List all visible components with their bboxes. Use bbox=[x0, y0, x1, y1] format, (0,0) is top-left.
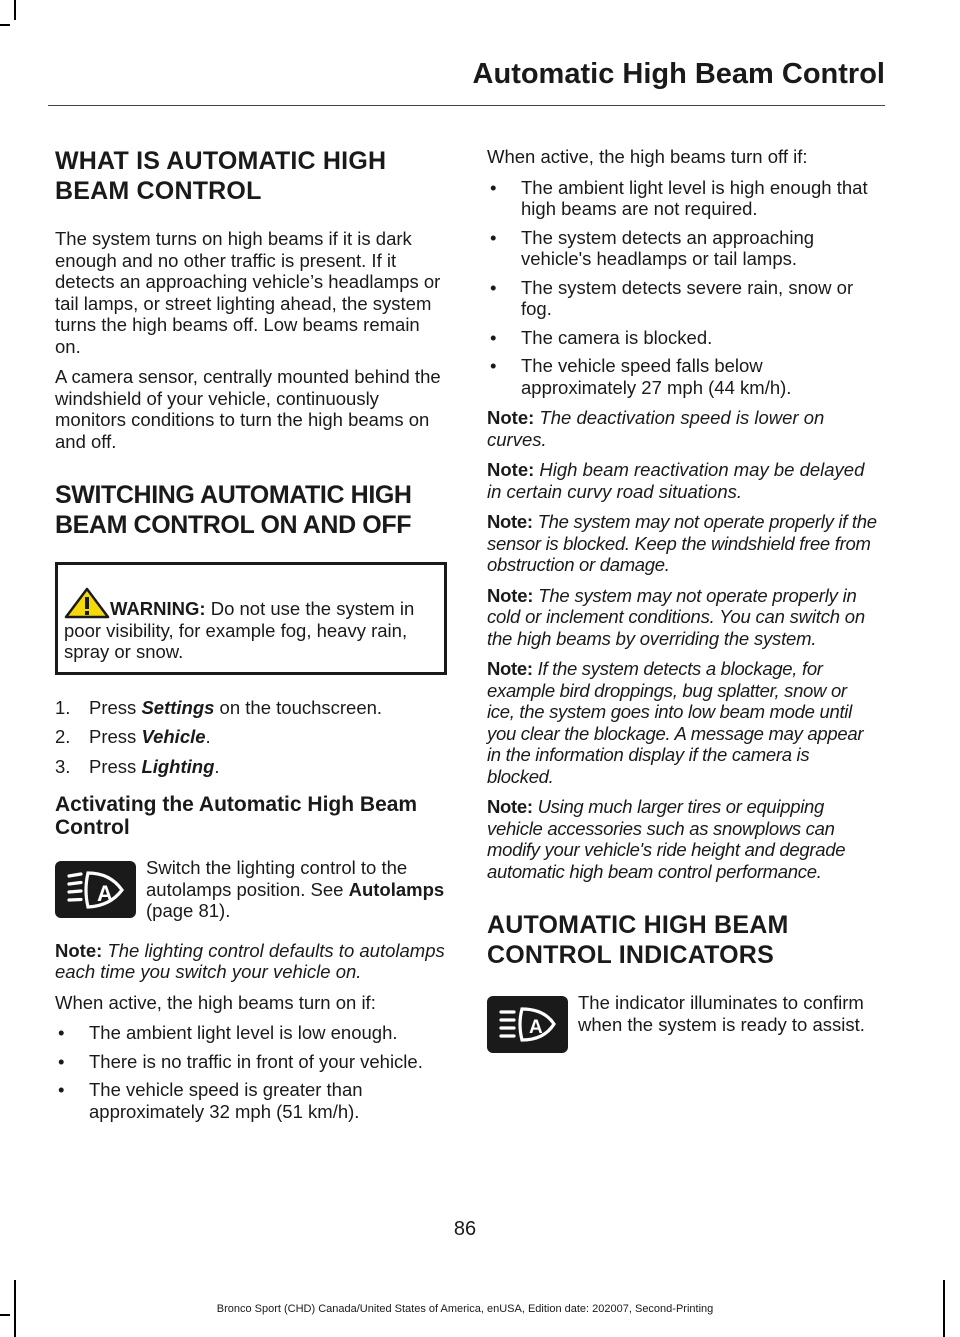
list-item: • The vehicle speed is greater than approximately 32 mph (51 km/h). bbox=[55, 1079, 447, 1122]
paragraph: When active, the high beams turn off if: bbox=[487, 146, 808, 167]
list-item: • The system detects an approaching vehicle's headlamps or tail lamps. bbox=[487, 227, 879, 270]
list-item: • The system detects severe rain, snow or fog. bbox=[487, 277, 879, 320]
note: Note: The system may not operate properly in cold or inclement conditions. You can switch on the high beams by overriding the system. bbox=[487, 584, 865, 649]
svg-text:A: A bbox=[96, 880, 113, 906]
note: Note: The system may not operate properly if the sensor is blocked. Keep the windshield free from obstruction or damage. bbox=[487, 511, 877, 575]
list-item: • The ambient light level is low enough. bbox=[55, 1022, 447, 1044]
list-item: • The vehicle speed falls below approximately 27 mph (44 km/h). bbox=[487, 355, 879, 398]
note: Note: Using much larger tires or equipping vehicle accessories such as snowplows can modify your vehicle's ride height and degrade automatic high beam control performance. bbox=[487, 796, 846, 882]
right-column bbox=[487, 146, 879, 1071]
auto-high-beam-indicator-icon bbox=[487, 996, 568, 1053]
indicator-figure bbox=[487, 992, 879, 1053]
title-rule bbox=[48, 105, 885, 106]
paragraph: The system turns on high beams if it is dark enough and no other traffic is present. If it detects an approaching vehicle’s headlamps or tail lamps, or street lighting ahead, the system turns the high beams off. Low beams remain on. bbox=[55, 228, 441, 357]
warning-box bbox=[55, 562, 447, 675]
section-heading-what-is: WHAT IS AUTOMATIC HIGH BEAM CONTROL bbox=[55, 147, 387, 205]
note: Note: The lighting control defaults to autolamps each time you switch your vehicle on. bbox=[55, 939, 445, 982]
turn-on-list bbox=[55, 1022, 447, 1122]
steps-list bbox=[55, 697, 447, 778]
figure-caption: Switch the lighting control to the autolamps position. See Autolamps (page 81). bbox=[146, 857, 445, 921]
note: Note: The deactivation speed is lower on curves. bbox=[487, 407, 825, 450]
section-heading-switching: SWITCHING AUTOMATIC HIGH BEAM CONTROL ON AND OFF bbox=[55, 481, 412, 539]
auto-high-beam-icon bbox=[55, 861, 136, 918]
warning-triangle-icon bbox=[64, 587, 110, 619]
list-item: 1. Press Settings on the touchscreen. bbox=[55, 696, 383, 718]
list-item: • The ambient light level is high enough that high beams are not required. bbox=[487, 177, 879, 220]
note: Note: If the system detects a blockage, for example bird droppings, bug splatter, snow or ice, the system goes into low beam mode until you clear the blockage. A message may appear in the information display if the camera is blocked. bbox=[487, 658, 864, 787]
warning-label: WARNING: bbox=[110, 598, 206, 619]
page-number: 86 bbox=[453, 1218, 477, 1240]
crop-mark bbox=[14, 0, 16, 20]
paragraph: A camera sensor, centrally mounted behind the windshield of your vehicle, continuously monitors conditions to turn the high beams on and off. bbox=[55, 366, 441, 452]
figure-caption: The indicator illuminates to confirm when the system is ready to assist. bbox=[578, 992, 865, 1035]
turn-off-list bbox=[487, 177, 879, 399]
crop-mark bbox=[943, 1280, 945, 1337]
autolamp-figure bbox=[55, 857, 447, 922]
list-item: • There is no traffic in front of your vehicle. bbox=[55, 1051, 447, 1073]
list-item: 3. Press Lighting. bbox=[55, 755, 220, 777]
left-column bbox=[55, 146, 447, 1131]
page-title: Automatic High Beam Control bbox=[472, 58, 885, 90]
svg-text:A: A bbox=[528, 1016, 543, 1038]
crop-mark bbox=[0, 24, 10, 26]
list-item: 2. Press Vehicle. bbox=[55, 726, 211, 747]
paragraph: When active, the high beams turn on if: bbox=[55, 991, 376, 1013]
warning-text: Do not use the system in poor visibility, for example fog, heavy rain, spray or snow. bbox=[64, 598, 415, 662]
section-heading-indicators: AUTOMATIC HIGH BEAM CONTROL INDICATORS bbox=[487, 911, 789, 969]
footer-edition: Bronco Sport (CHD) Canada/United States of America, enUSA, Edition date: 202007, Second-Printing bbox=[216, 1303, 714, 1315]
list-item: • The camera is blocked. bbox=[487, 327, 879, 349]
note: Note: High beam reactivation may be delayed in certain curvy road situations. bbox=[487, 459, 865, 502]
subsection-heading: Activating the Automatic High Beam Control bbox=[55, 793, 418, 839]
autolamps-link[interactable]: Autolamps bbox=[348, 878, 445, 900]
